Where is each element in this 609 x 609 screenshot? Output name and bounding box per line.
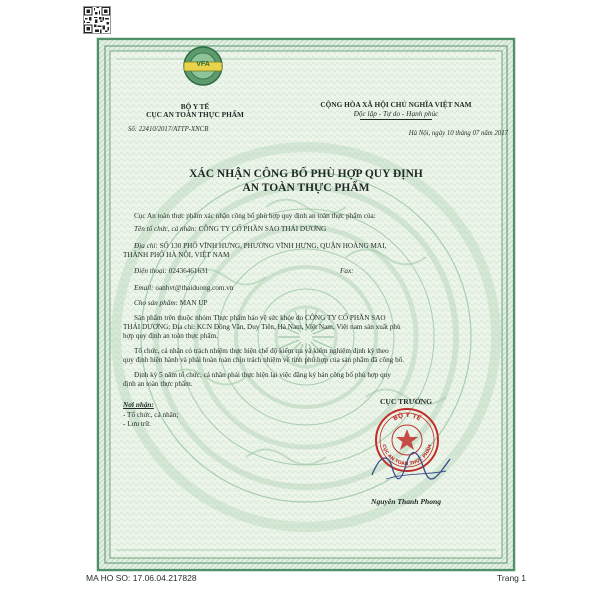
- record-number: MA HO SO: 17.06.04.217828: [86, 573, 197, 583]
- org-row: [134, 226, 326, 233]
- issuer-agency: CỤC AN TOÀN THỰC PHẨM: [146, 110, 244, 120]
- certificate-title: XÁC NHẬN CÔNG BỐ PHÙ HỢP QUY ĐỊNH: [189, 168, 423, 180]
- org-label: Tên tổ chức, cá nhân:: [134, 225, 197, 233]
- recipient-item: - Tổ chức, cá nhân;: [123, 411, 179, 419]
- vfa-logo-text: VFA: [196, 61, 210, 68]
- signatory-name: Nguyễn Thanh Phong: [370, 497, 442, 506]
- certificate-document: [96, 37, 516, 572]
- country-name: CỘNG HÒA XÃ HỘI CHỦ NGHĨA VIỆT NAM: [320, 100, 472, 109]
- motto-underline: [360, 119, 432, 120]
- email-value: oanhvt@thaiduong.com.vn: [155, 284, 234, 292]
- address-value-1: SỐ 130 PHỐ VĨNH HƯNG, PHƯỜNG VĨNH HƯNG, QUẬN HOÀNG MAI,: [159, 242, 387, 250]
- paragraph-1-line-1: Sản phẩm trên thuộc nhóm Thực phẩm bảo vệ sức khỏe do CÔNG TY CỔ PHẦN SAO: [134, 314, 386, 322]
- page-number: Trang 1: [497, 573, 526, 583]
- address-value-2: THÀNH PHỐ HÀ NỘI, VIỆT NAM: [123, 251, 230, 259]
- recipients-title: Nơi nhận:: [123, 401, 154, 409]
- address-label: Địa chỉ:: [134, 242, 158, 250]
- phone-label: Điện thoại:: [134, 267, 167, 275]
- paragraph-1-line-2: THÁI DƯƠNG; Địa chỉ: KCN Đồng Văn, Duy Tiên, Hà Nam, Việt Nam, Việt nam sản xuất phù: [123, 323, 401, 331]
- paragraph-2-line-2: quy định hiện hành và phải hoàn toàn chịu trách nhiệm về tính phù hợp của sản phẩm đã công bố.: [123, 356, 405, 364]
- motto: Độc lập - Tự do - Hạnh phúc: [353, 109, 439, 119]
- org-value: CÔNG TY CỔ PHẦN SAO THÁI DƯƠNG: [198, 225, 327, 233]
- issuer-block: [120, 103, 270, 119]
- paragraph-1-line-3: hợp quy định an toàn thực phẩm.: [123, 332, 218, 340]
- product-label: Cho sản phẩm:: [134, 299, 178, 307]
- signature-scribble: [366, 445, 456, 489]
- issue-date: Hà Nội, ngày 10 tháng 07 năm 2017: [408, 130, 508, 137]
- seal-bottom-text: CỤC AN TOÀN THỰC PHẨM: [380, 443, 434, 468]
- email-label: Email:: [134, 284, 154, 292]
- phone-value: 02436461631: [168, 267, 209, 275]
- document-number: Số: 22410/2017/ATTP-XNCB: [128, 126, 209, 133]
- paragraph-3-line-2: định an toàn thực phẩm.: [123, 380, 193, 388]
- signatory-title: CỤC TRƯỞNG: [379, 397, 433, 406]
- fax-label: Fax:: [340, 267, 354, 275]
- phone-row: [134, 268, 208, 275]
- recipient-item: - Lưu trữ.: [123, 420, 151, 428]
- national-motto: [286, 101, 506, 118]
- product-value: MAN UP: [179, 299, 208, 307]
- certificate-subtitle: AN TOÀN THỰC PHẨM: [242, 182, 370, 194]
- seal-top-text: BỘ Y TẾ: [392, 411, 422, 423]
- address-row: [134, 243, 386, 250]
- intro-text: Cục An toàn thực phẩm xác nhận công bố phù hợp quy định an toàn thực phẩm của:: [134, 212, 376, 220]
- issuer-ministry: BỘ Y TẾ: [180, 102, 210, 111]
- product-row: [134, 300, 208, 307]
- svg-text:BỘ Y TẾ: [392, 412, 423, 423]
- email-row: [134, 285, 233, 292]
- qr-code-icon: [83, 6, 111, 34]
- paragraph-2-line-1: Tổ chức, cá nhân có trách nhiệm thực hiện chế độ kiểm tra và kiểm nghiệm định kỳ theo: [134, 347, 389, 355]
- paragraph-3-line-1: Định kỳ 5 năm tổ chức, cá nhân phải thực hiện lại việc đăng ký bản công bố phù hợp quy: [134, 371, 391, 379]
